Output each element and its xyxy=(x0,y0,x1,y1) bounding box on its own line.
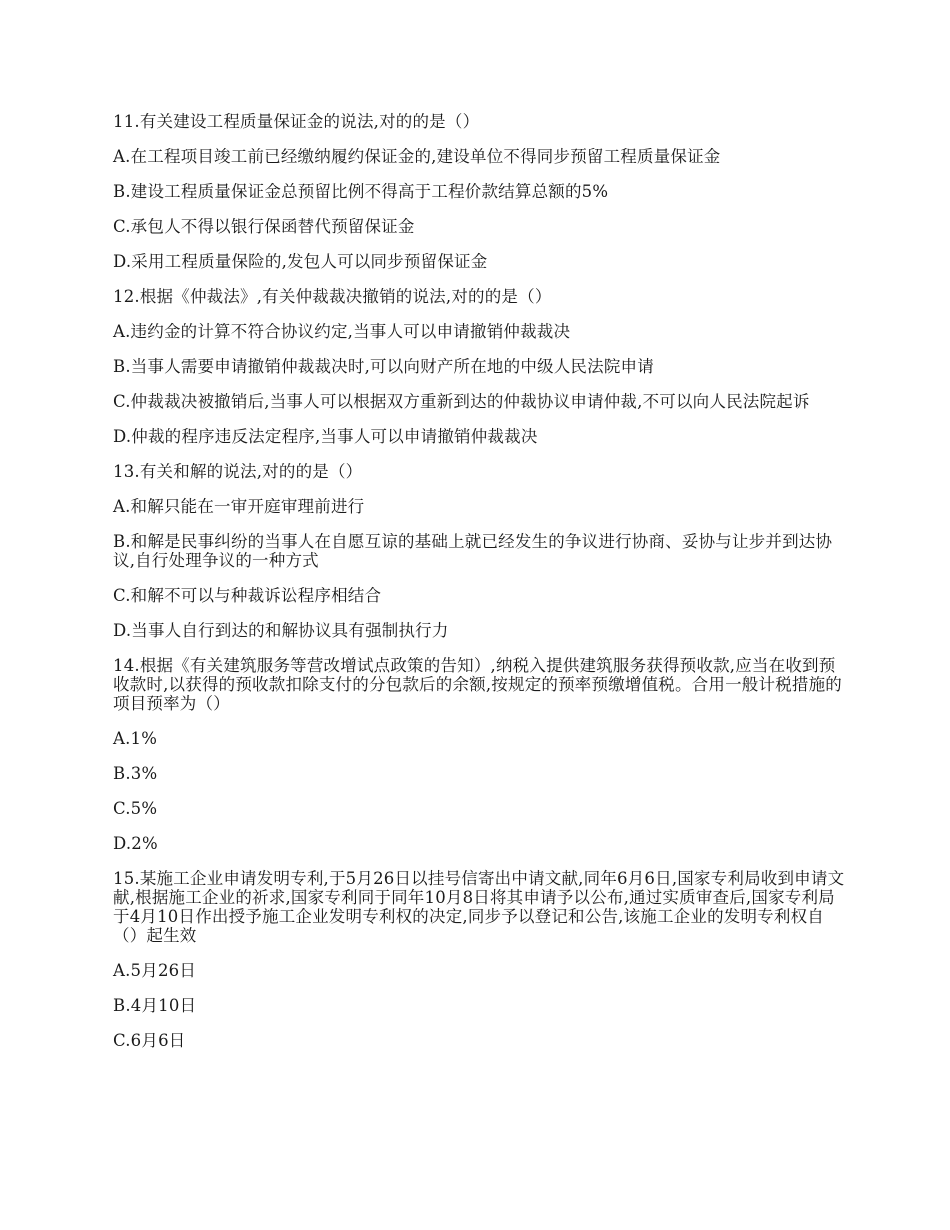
question-11-option-d: D.采用工程质量保险的,发包人可以同步预留保证金 xyxy=(113,252,488,271)
question-15-option-b: B.4月10日 xyxy=(113,996,197,1015)
question-11-option-a: A.在工程项目竣工前已经缴纳履约保证金的,建设单位不得同步预留工程质量保证金 xyxy=(113,147,721,166)
question-13-stem: 13.有关和解的说法,对的的是（） xyxy=(113,462,363,481)
question-14-option-a: A.1% xyxy=(113,729,158,748)
question-12-option-b: B.当事人需要申请撤销仲裁裁决时,可以向财产所在地的中级人民法院申请 xyxy=(113,357,654,376)
question-14-option-d: D.2% xyxy=(113,834,158,853)
question-12-stem: 12.根据《仲裁法》,有关仲裁裁决撤销的说法,对的的是（） xyxy=(113,287,552,306)
question-15-option-a: A.5月26日 xyxy=(113,961,197,980)
question-13-option-a: A.和解只能在一审开庭审理前进行 xyxy=(113,497,365,516)
question-12-option-c: C.仲裁裁决被撤销后,当事人可以根据双方重新到达的仲裁协议申请仲裁,不可以向人民法院起诉 xyxy=(113,392,810,411)
question-13-option-b: B.和解是民事纠纷的当事人在自愿互谅的基础上就已经发生的争议进行协商、妥协与让步并到达协议,自行处理争议的一种方式 xyxy=(113,532,833,570)
document-page xyxy=(113,112,848,1066)
question-13-option-d: D.当事人自行到达的和解协议具有强制执行力 xyxy=(113,621,449,640)
question-11-option-b: B.建设工程质量保证金总预留比例不得高于工程价款结算总额的5% xyxy=(113,182,609,201)
question-12-option-d: D.仲裁的程序违反法定程序,当事人可以申请撤销仲裁裁决 xyxy=(113,427,538,446)
question-11-option-c: C.承包人不得以银行保函替代预留保证金 xyxy=(113,217,415,236)
question-12-option-a: A.违约金的计算不符合协议约定,当事人可以申请撤销仲裁裁决 xyxy=(113,322,571,341)
question-13-option-c: C.和解不可以与种裁诉讼程序相结合 xyxy=(113,586,382,605)
question-11-stem: 11.有关建设工程质量保证金的说法,对的的是（） xyxy=(113,112,480,131)
question-14-stem: 14.根据《有关建筑服务等营改增试点政策的告知）,纳税入提供建筑服务获得预收款,应当在收到预收款时,以获得的预收款扣除支付的分包款后的余额,按规定的预率预缴增值税。合用一般计税措施的项目预率为（） xyxy=(113,656,842,713)
question-14-option-b: B.3% xyxy=(113,764,158,783)
question-15-stem: 15.某施工企业申请发明专利,于5月26日以挂号信寄出中请文献,同年6月6日,国家专利局收到申请文献,根据施工企业的祈求,国家专利同于同年10月8日将其申请予以公布,通过实质审查后,国家专利局于4月10日作出授予施工企业发明专利权的决定,同步予以登记和公告,该施工企业的发明专利权自（）起生效 xyxy=(113,869,845,945)
question-15-option-c: C.6月6日 xyxy=(113,1031,186,1050)
question-14-option-c: C.5% xyxy=(113,799,158,818)
